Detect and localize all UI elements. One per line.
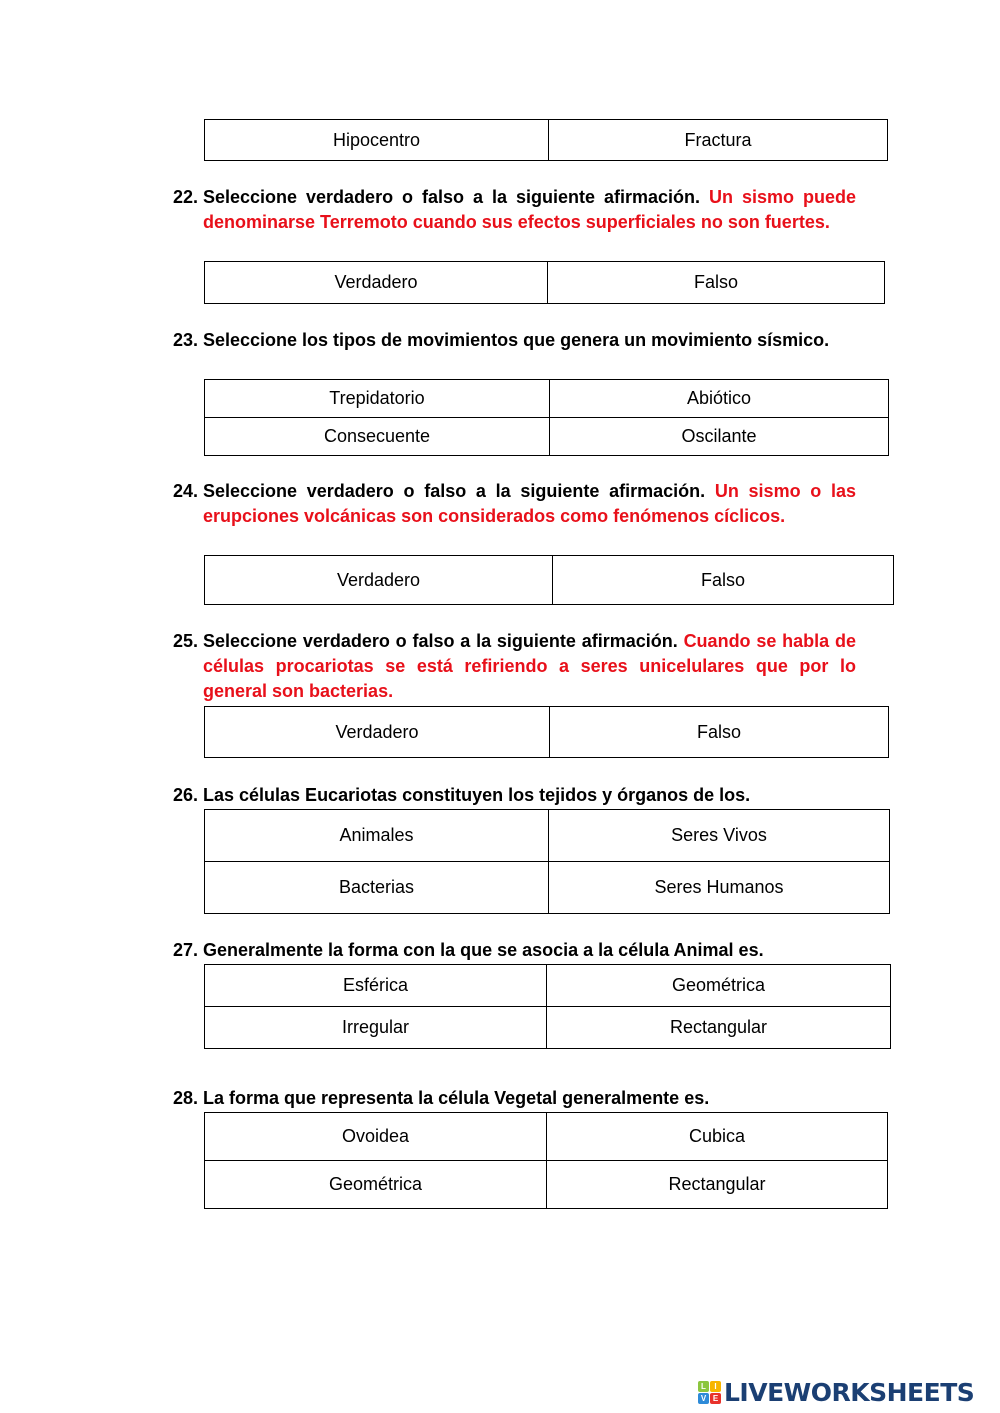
liveworksheets-logo	[698, 1378, 974, 1407]
question-text: Generalmente la forma con la que se asocia a la célula Animal es.	[203, 940, 764, 960]
option-cell[interactable]: Cubica	[547, 1113, 888, 1161]
option-cell[interactable]: Verdadero	[205, 707, 550, 758]
question-text: Seleccione verdadero o falso a la siguiente afirmación.	[203, 631, 678, 651]
question-number: 23.	[173, 330, 199, 350]
answer-table-24	[204, 555, 894, 605]
option-cell[interactable]: Falso	[553, 556, 894, 605]
question-number: 24.	[173, 481, 199, 501]
statement-text: Un sismo o las erupciones volcánicas son considerados como fenómenos cíclicos.	[203, 481, 856, 526]
option-cell[interactable]: Verdadero	[205, 556, 553, 605]
option-cell[interactable]: Animales	[205, 810, 549, 862]
question-text: Seleccione verdadero o falso a la siguiente afirmación.	[203, 187, 701, 207]
question-number: 27.	[173, 940, 199, 960]
option-cell[interactable]: Falso	[550, 707, 889, 758]
question-number: 25.	[173, 631, 199, 651]
option-cell[interactable]: Trepidatorio	[205, 380, 550, 418]
option-cell[interactable]: Rectangular	[547, 1007, 891, 1049]
option-cell[interactable]: Fractura	[549, 120, 888, 161]
question-text: Seleccione verdadero o falso a la siguiente afirmación.	[203, 481, 706, 501]
option-cell[interactable]: Geométrica	[547, 965, 891, 1007]
option-cell[interactable]: Verdadero	[205, 262, 548, 304]
option-cell[interactable]: Seres Humanos	[549, 862, 890, 914]
answer-table-26	[204, 809, 890, 914]
answer-table-22	[204, 261, 885, 304]
answer-table-25	[204, 706, 889, 758]
option-cell[interactable]: Oscilante	[550, 418, 889, 456]
statement-text: Cuando se habla de células procariotas se está refiriendo a seres unicelulares que por lo general son bacterias.	[203, 631, 856, 701]
answer-table-23	[204, 379, 889, 456]
statement-text: Un sismo puede denominarse Terremoto cuando sus efectos superficiales no son fuertes.	[203, 187, 856, 232]
option-cell[interactable]: Irregular	[205, 1007, 547, 1049]
option-cell[interactable]: Abiótico	[550, 380, 889, 418]
question-22	[173, 185, 856, 235]
question-number: 28.	[173, 1088, 199, 1108]
logo-text: LIVEWORKSHEETS	[724, 1378, 975, 1407]
answer-table-28	[204, 1112, 888, 1209]
question-number: 26.	[173, 785, 199, 805]
option-cell[interactable]: Consecuente	[205, 418, 550, 456]
question-25	[173, 629, 856, 704]
logo-mark-icon: L I V E	[698, 1381, 721, 1404]
answer-table-27	[204, 964, 891, 1049]
option-cell[interactable]: Seres Vivos	[549, 810, 890, 862]
question-23	[173, 328, 856, 353]
question-24	[173, 479, 856, 529]
option-cell[interactable]: Bacterias	[205, 862, 549, 914]
option-cell[interactable]: Rectangular	[547, 1161, 888, 1209]
option-cell[interactable]: Ovoidea	[205, 1113, 547, 1161]
option-cell[interactable]: Geométrica	[205, 1161, 547, 1209]
question-28	[173, 1086, 856, 1111]
answer-table-21	[204, 119, 888, 161]
question-text: La forma que representa la célula Vegetal generalmente es.	[203, 1088, 710, 1108]
option-cell[interactable]: Hipocentro	[205, 120, 549, 161]
question-number: 22.	[173, 187, 199, 207]
option-cell[interactable]: Falso	[548, 262, 885, 304]
option-cell[interactable]: Esférica	[205, 965, 547, 1007]
question-27	[173, 938, 873, 963]
question-text: Seleccione los tipos de movimientos que genera un movimiento sísmico.	[203, 330, 830, 350]
question-text: Las células Eucariotas constituyen los tejidos y órganos de los.	[203, 785, 751, 805]
question-26	[173, 783, 856, 808]
